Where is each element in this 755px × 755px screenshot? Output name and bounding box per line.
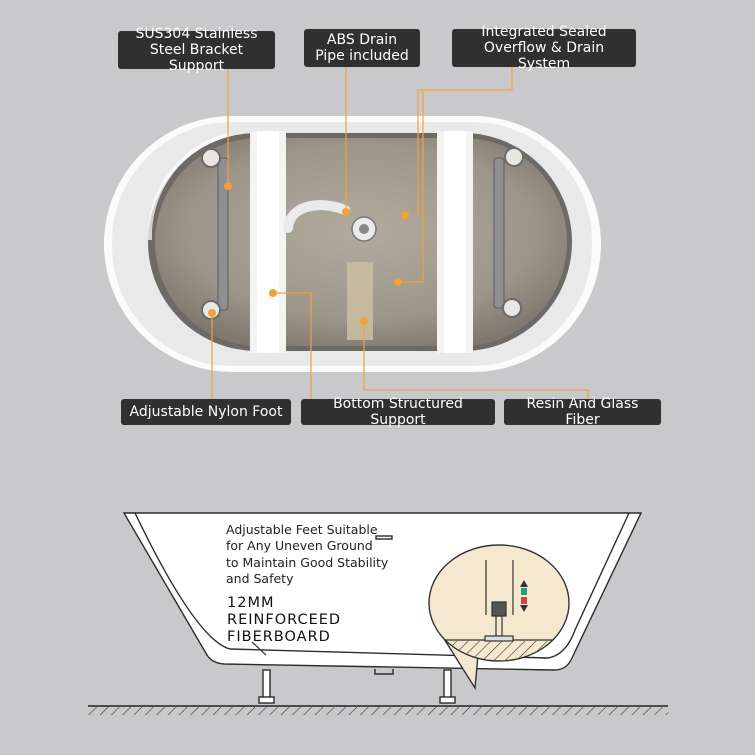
ground-line [88, 706, 668, 715]
adjustable-nylon-foot-label: Adjustable Nylon Foot [121, 399, 291, 425]
abs-drain-pipe-label: ABS Drain Pipe included [304, 29, 420, 67]
fiberboard-label-line1: 12MM [227, 595, 275, 611]
fiberboard-label [227, 595, 341, 646]
adjustable-feet-note: Adjustable Feet Suitable for Any Uneven Ground to Maintain Good Stability and Safety [226, 522, 389, 587]
overflow-drain-system-label: Integrated Sealed Overflow & Drain System [452, 29, 636, 67]
fiberboard-label-line3: FIBERBOARD [227, 629, 331, 645]
fiberboard-label-line2: REINFORCEED [227, 612, 342, 628]
sus304-bracket-label: SUS304 Stainless Steel Bracket Support [118, 31, 275, 69]
bottom-structured-support-label: Bottom Structured Support [301, 399, 495, 425]
resin-glass-fiber-label: Resin And Glass Fiber [504, 399, 661, 425]
tub-underside-photo [104, 116, 601, 372]
